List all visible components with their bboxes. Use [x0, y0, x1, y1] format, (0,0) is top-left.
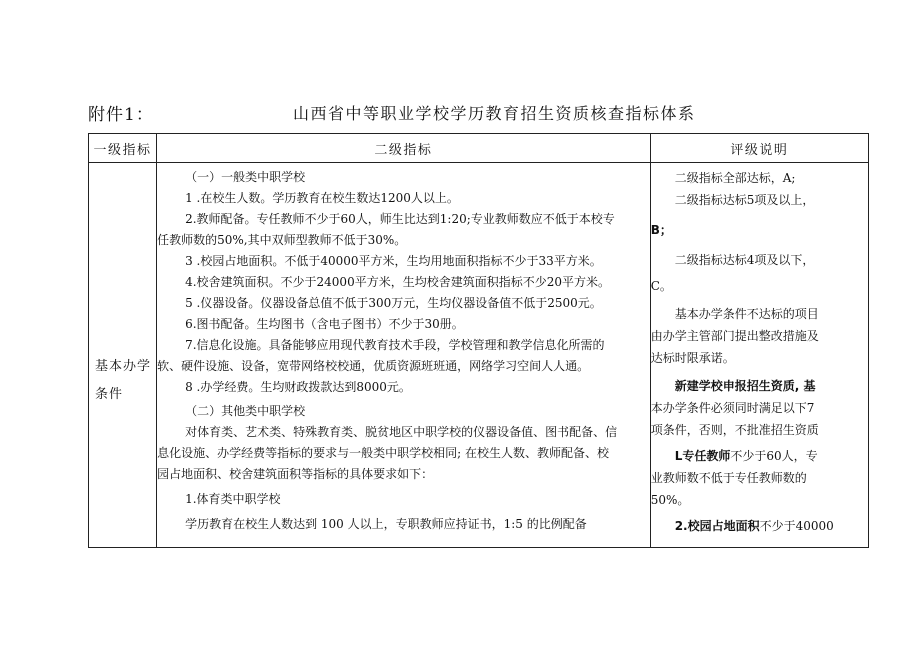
list-item: 6.图书配备。生均图书（含电子图书）不少于30册。 [185, 317, 464, 331]
rating-line: 二级指标全部达标，A; [674, 171, 796, 185]
header-level1: 一级指标 [89, 134, 157, 163]
rating-line: 本办学条件必须同时满足以下7 [650, 401, 815, 415]
header-rating: 评级说明 [650, 134, 868, 163]
rating-cell [650, 163, 868, 548]
list-item: 5 .仪器设备。仪器设备总值不低于300万元，生均仪器设备值不低于2500元。 [185, 296, 602, 310]
rating-bold-term: 2.校园占地面积 [674, 519, 760, 533]
rating-line: 二级指标达标4项及以下， [674, 253, 815, 267]
rating-line: 业教师数不低于专任教师数的 [650, 471, 807, 485]
rating-line: 项条件，否则，不批准招生资质 [650, 423, 819, 437]
list-item: 4.校舍建筑面积。不少于24000平方米，生均校舍建筑面积指标不少20平方米。 [185, 275, 610, 289]
level1-text-line2: 条件 [95, 387, 124, 402]
section2-title: （二）其他类中职学校 [185, 404, 306, 418]
rating-line-rest: 不少于60人，专 [730, 449, 818, 463]
section1-title: （一）一般类中职学校 [185, 170, 306, 184]
list-item: 1 .在校生人数。学历教育在校生数达1200人以上。 [185, 191, 459, 205]
rating-grade-c: C。 [650, 279, 672, 293]
rating-line: 达标时限承诺。 [650, 351, 735, 365]
rating-bold-term: L专任教师 [674, 449, 731, 463]
list-item: 2.教师配备。专任教师不少于60人，师生比达到1:20;专业教师数应不低于本校专 [185, 212, 615, 226]
list-item: 软、硬件设施、设备，宽带网络校校通，优质资源班班通，网络学习空间人人通。 [157, 359, 590, 373]
rating-line [651, 515, 863, 537]
list-item: 8 .办学经费。生均财政拨款达到8000元。 [185, 380, 411, 394]
list-item: 任教师数的50%,其中双师型教师不低于30%。 [157, 233, 407, 247]
table-row [89, 163, 869, 548]
document-header [88, 100, 868, 126]
header-level2: 二级指标 [157, 134, 651, 163]
attachment-label: 附件1： [88, 105, 154, 125]
rating-line: 新建学校申报招生资质, 基 [674, 379, 816, 393]
rating-line: 由办学主管部门提出整改措施及 [650, 329, 819, 343]
rating-line-rest: 不少于40000 [759, 519, 834, 533]
indicator-table [88, 133, 869, 548]
paragraph-line: 园占地面积、校舍建筑面积等指标的具体要求如下： [157, 467, 434, 481]
rating-line: 50%。 [650, 493, 690, 507]
table-header-row [89, 134, 869, 163]
paragraph-line: 息化设施、办学经费等指标的要求与一般类中职学校相同; 在校生人数、教师配备、校 [157, 446, 609, 460]
rating-grade-b: B； [650, 223, 672, 237]
list-item: 3 .校园占地面积。不低于40000平方米，生均用地面积指标不少于33平方米。 [185, 254, 602, 268]
rating-line: 二级指标达标5项及以上， [674, 193, 815, 207]
level1-cell [89, 163, 157, 548]
level1-text-line1: 基本办学 [95, 359, 152, 374]
paragraph-line: 对体育类、艺术类、特殊教育类、脱贫地区中职学校的仪器设备值、图书配备、信 [185, 425, 618, 439]
list-item: 7.信息化设施。具备能够应用现代教育技术手段，学校管理和教学信息化所需的 [185, 338, 605, 352]
rating-line [651, 445, 863, 467]
subsection-title: 1.体育类中职学校 [185, 492, 281, 506]
cut-off-line: 学历教育在校生人数达到 100 人以上，专职教师应持证书，1:5 的比例配备 [185, 517, 587, 531]
document-title: 山西省中等职业学校学历教育招生资质核查指标体系 [293, 104, 696, 123]
level2-cell [157, 163, 651, 548]
rating-line: 基本办学条件不达标的项目 [674, 307, 819, 321]
